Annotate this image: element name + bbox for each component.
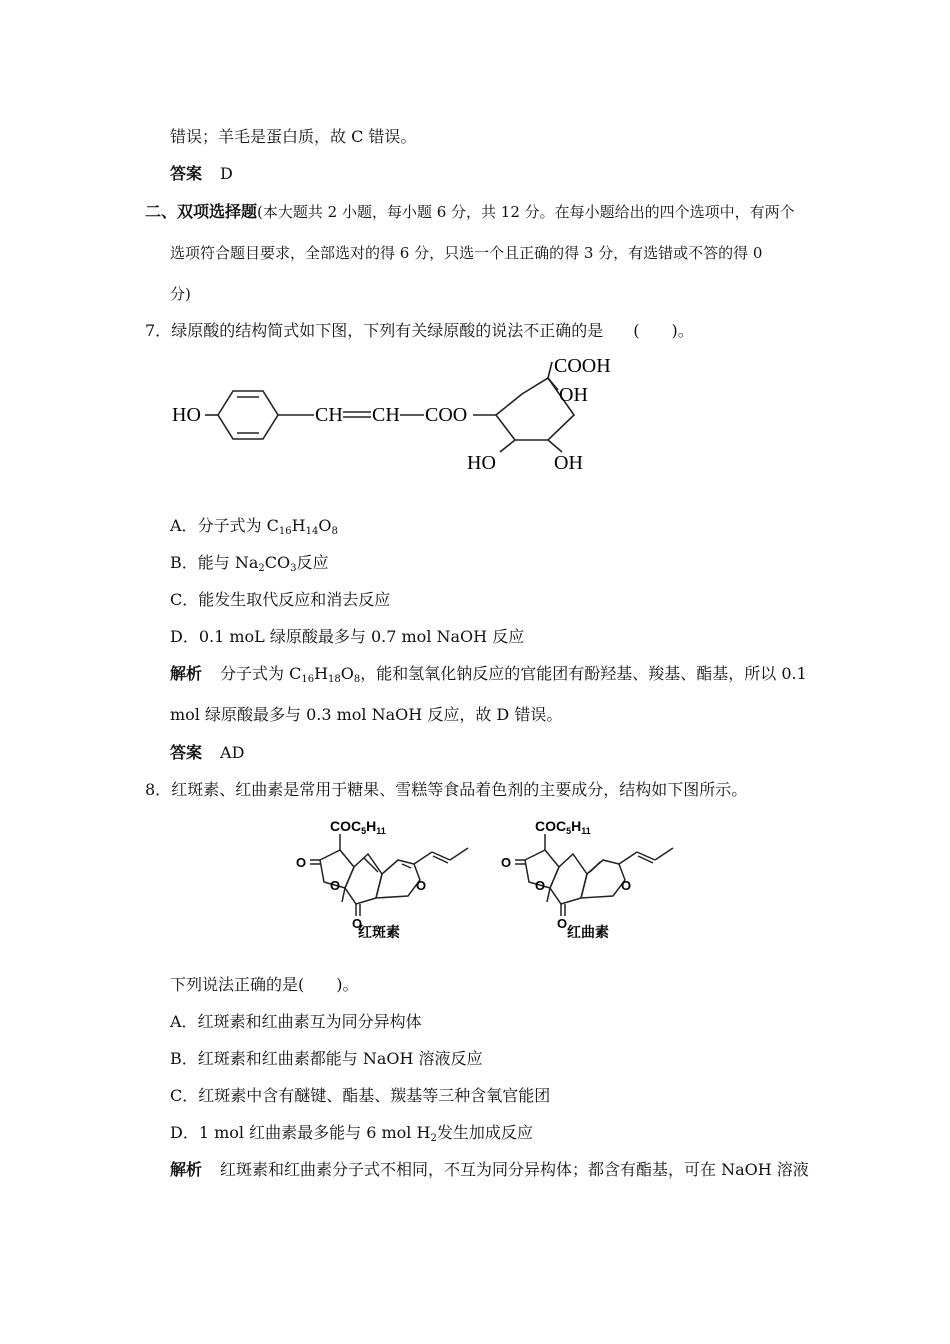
- subscript: 14: [305, 526, 319, 537]
- option-text: 1 mol 红曲素最多能与 6 mol H: [198, 1123, 431, 1142]
- q7-structure-diagram: [160, 350, 630, 480]
- chain-ch-2: CH: [372, 404, 400, 426]
- q8-structures-diagram: [290, 812, 690, 947]
- section2-line1: [145, 202, 795, 222]
- cooh-label: COOH: [554, 355, 611, 377]
- struct1-o3: O: [352, 916, 363, 931]
- q8-question: 下列说法正确的是( )。: [170, 975, 359, 994]
- option-label: C．: [170, 590, 199, 609]
- subscript: 8: [331, 526, 338, 537]
- subscript: 8: [353, 674, 361, 685]
- option-label: A．: [170, 516, 198, 535]
- struct2-substituent: $COC_5H_{11}$: [535, 818, 591, 836]
- section2-instructions-1: (本大题共 2 小题，每小题 6 分，共 12 分。在每小题给出的四个选项中，有两个: [257, 203, 795, 221]
- q7-option-a: [170, 516, 338, 542]
- option-label: D．: [170, 1123, 199, 1142]
- struct1-name: 红斑素: [358, 924, 400, 940]
- struct1-substituent: $COC_5H_{11}$: [330, 818, 386, 836]
- q8-stem: [145, 780, 747, 800]
- section2-heading: 二、双项选择题: [145, 202, 258, 221]
- q7-bracket: ( )。: [633, 321, 694, 340]
- q7-option-b: [170, 553, 329, 579]
- option-text: 0.1 moL 绿原酸最多与 0.7 mol NaOH 反应: [198, 627, 525, 646]
- struct2-o4: O: [621, 878, 632, 893]
- subscript: 3: [290, 563, 297, 574]
- struct2-o1: O: [501, 855, 512, 870]
- q7-answer: [170, 743, 244, 763]
- option-label: B．: [170, 1049, 198, 1068]
- chain-ch-1: CH: [315, 404, 343, 426]
- subscript: 18: [328, 674, 341, 685]
- struct1-o1: O: [296, 855, 307, 870]
- q7-option-c: [170, 590, 390, 610]
- ho-left-label: HO: [172, 404, 201, 426]
- prev-answer: [170, 164, 233, 184]
- q7-stem-text: 绿原酸的结构简式如下图，下列有关绿原酸的说法不正确的是: [171, 321, 604, 340]
- q8-stem-text: 红斑素、红曲素是常用于糖果、雪糕等食品着色剂的主要成分，结构如下图所示。: [171, 780, 748, 799]
- oh-bottom-label: OH: [554, 452, 583, 474]
- subscript: 16: [301, 674, 315, 685]
- option-text: O: [318, 516, 332, 535]
- q8-option-d: [170, 1123, 533, 1149]
- prev-continued-text: 错误；羊毛是蛋白质，故 C 错误。: [170, 127, 417, 146]
- q8-analysis: [170, 1160, 809, 1180]
- option-text: 发生加成反应: [436, 1123, 533, 1142]
- answer-label: 答案: [170, 164, 203, 183]
- subscript: 16: [278, 526, 292, 537]
- struct2-o3: O: [557, 916, 568, 931]
- struct2-name: 红曲素: [567, 924, 609, 940]
- chain-coo: COO: [425, 404, 468, 426]
- struct1-o2: O: [330, 878, 341, 893]
- section2-instructions-2: 选项符合题目要求，全部选对的得 6 分，只选一个且正确的得 3 分，有选错或不答的得 0: [170, 244, 763, 262]
- answer-label: 答案: [170, 743, 203, 762]
- q8-option-c: [170, 1086, 550, 1106]
- analysis-text: H: [314, 664, 329, 683]
- option-text: 红斑素和红曲素互为同分异构体: [197, 1012, 422, 1031]
- struct2-o2: O: [535, 878, 546, 893]
- option-label: B．: [170, 553, 198, 572]
- ho-bottom-label: HO: [467, 452, 496, 474]
- q7-stem: [145, 321, 694, 341]
- answer-value: AD: [220, 743, 245, 762]
- analysis-label: 解析: [170, 664, 203, 683]
- option-text: 分子式为 C: [197, 516, 279, 535]
- answer-value: D: [220, 164, 233, 183]
- struct1-o4: O: [416, 878, 427, 893]
- analysis-text: O: [340, 664, 354, 683]
- q8-option-b: [170, 1049, 483, 1069]
- analysis-text: ，能和氢氧化钠反应的官能团有酚羟基、羧基、酯基，所以 0.1: [360, 664, 807, 683]
- option-text: CO: [264, 553, 291, 572]
- option-text: 红斑素中含有醚键、酯基、羰基等三种含氧官能团: [198, 1086, 551, 1105]
- subscript: 2: [430, 1133, 437, 1144]
- option-text: H: [291, 516, 306, 535]
- q7-analysis-line2: mol 绿原酸最多与 0.3 mol NaOH 反应，故 D 错误。: [170, 705, 563, 724]
- q7-analysis: [170, 664, 807, 690]
- q7-option-d: [170, 627, 524, 647]
- section2-instructions-3: 分): [170, 285, 191, 303]
- q8-number: 8．: [145, 780, 172, 799]
- analysis-text: 红斑素和红曲素分子式不相同，不互为同分异构体；都含有酯基，可在 NaOH 溶液: [220, 1160, 809, 1179]
- subscript: 2: [258, 563, 265, 574]
- oh-top-label: OH: [559, 384, 588, 406]
- option-label: C．: [170, 1086, 199, 1105]
- analysis-text: 分子式为 C: [220, 664, 302, 683]
- monascin-structure: [515, 834, 673, 916]
- option-text: 反应: [296, 553, 329, 572]
- monascorubrin-structure: [310, 834, 468, 916]
- option-text: 能与 Na: [197, 553, 259, 572]
- option-text: 红斑素和红曲素都能与 NaOH 溶液反应: [197, 1049, 483, 1068]
- option-label: A．: [170, 1012, 198, 1031]
- analysis-label: 解析: [170, 1160, 203, 1179]
- option-text: 能发生取代反应和消去反应: [198, 590, 391, 609]
- q7-number: 7．: [145, 321, 172, 340]
- option-label: D．: [170, 627, 199, 646]
- q8-option-a: [170, 1012, 422, 1032]
